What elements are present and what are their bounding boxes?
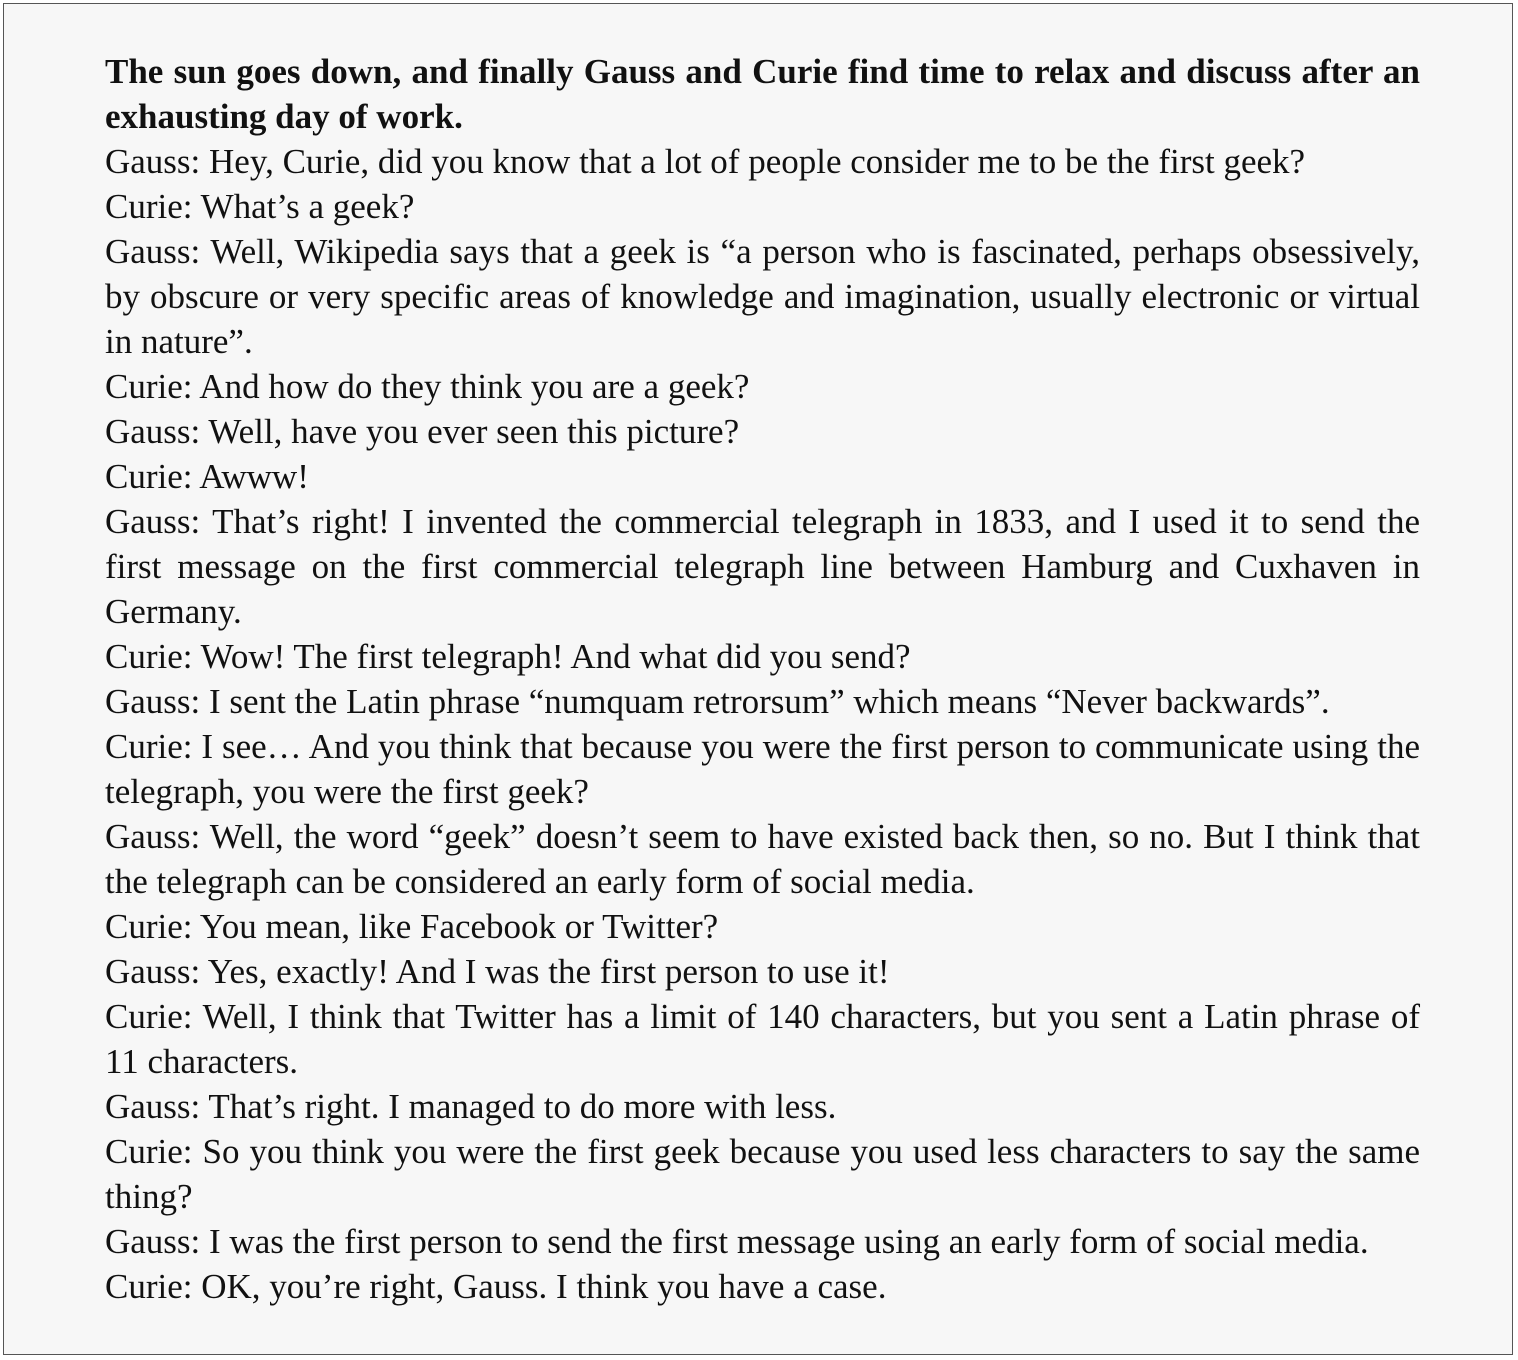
dialogue-line: Curie: Awww! — [105, 457, 309, 496]
dialogue-line: Gauss: That’s right! I invented the commercial telegraph in 1833, and I used it to send the first message on the first commercial telegraph line between Hamburg and Cuxhaven in Germany. — [105, 502, 1420, 631]
dialogue-line: Curie: So you think you were the first geek because you used less characters to say the same thing? — [105, 1132, 1420, 1216]
dialogue-content — [105, 49, 1420, 1309]
dialogue-line: Gauss: Well, have you ever seen this picture? — [105, 412, 740, 451]
dialogue-line: Gauss: I was the first person to send the first message using an early form of social media. — [105, 1222, 1369, 1261]
dialogue-line: Curie: Wow! The first telegraph! And what did you send? — [105, 637, 911, 676]
text-box — [3, 3, 1513, 1355]
dialogue-line: Gauss: Well, Wikipedia says that a geek is “a person who is fascinated, perhaps obsessively, by obscure or very specific areas of knowledge and imagination, usually electronic or virtual in nature”. — [105, 232, 1420, 361]
dialogue-line: Gauss: That’s right. I managed to do more with less. — [105, 1087, 837, 1126]
dialogue-line: Curie: OK, you’re right, Gauss. I think you have a case. — [105, 1267, 887, 1306]
dialogue-line: Gauss: Well, the word “geek” doesn’t seem to have existed back then, so no. But I think that the telegraph can be considered an early form of social media. — [105, 817, 1420, 901]
dialogue-line: Curie: What’s a geek? — [105, 187, 415, 226]
dialogue-line: Gauss: I sent the Latin phrase “numquam retrorsum” which means “Never backwards”. — [105, 682, 1330, 721]
dialogue-line: Gauss: Yes, exactly! And I was the first person to use it! — [105, 952, 890, 991]
intro-text: The sun goes down, and finally Gauss and Curie find time to relax and discuss after an exhausting day of work. — [105, 52, 1420, 136]
dialogue-line: Gauss: Hey, Curie, did you know that a lot of people consider me to be the first geek? — [105, 142, 1306, 181]
dialogue-line: Curie: Well, I think that Twitter has a limit of 140 characters, but you sent a Latin phrase of 11 characters. — [105, 997, 1420, 1081]
dialogue-line: Curie: And how do they think you are a geek? — [105, 367, 750, 406]
dialogue-line: Curie: I see… And you think that because you were the first person to communicate using the telegraph, you were the first geek? — [105, 727, 1420, 811]
dialogue-line: Curie: You mean, like Facebook or Twitter? — [105, 907, 719, 946]
